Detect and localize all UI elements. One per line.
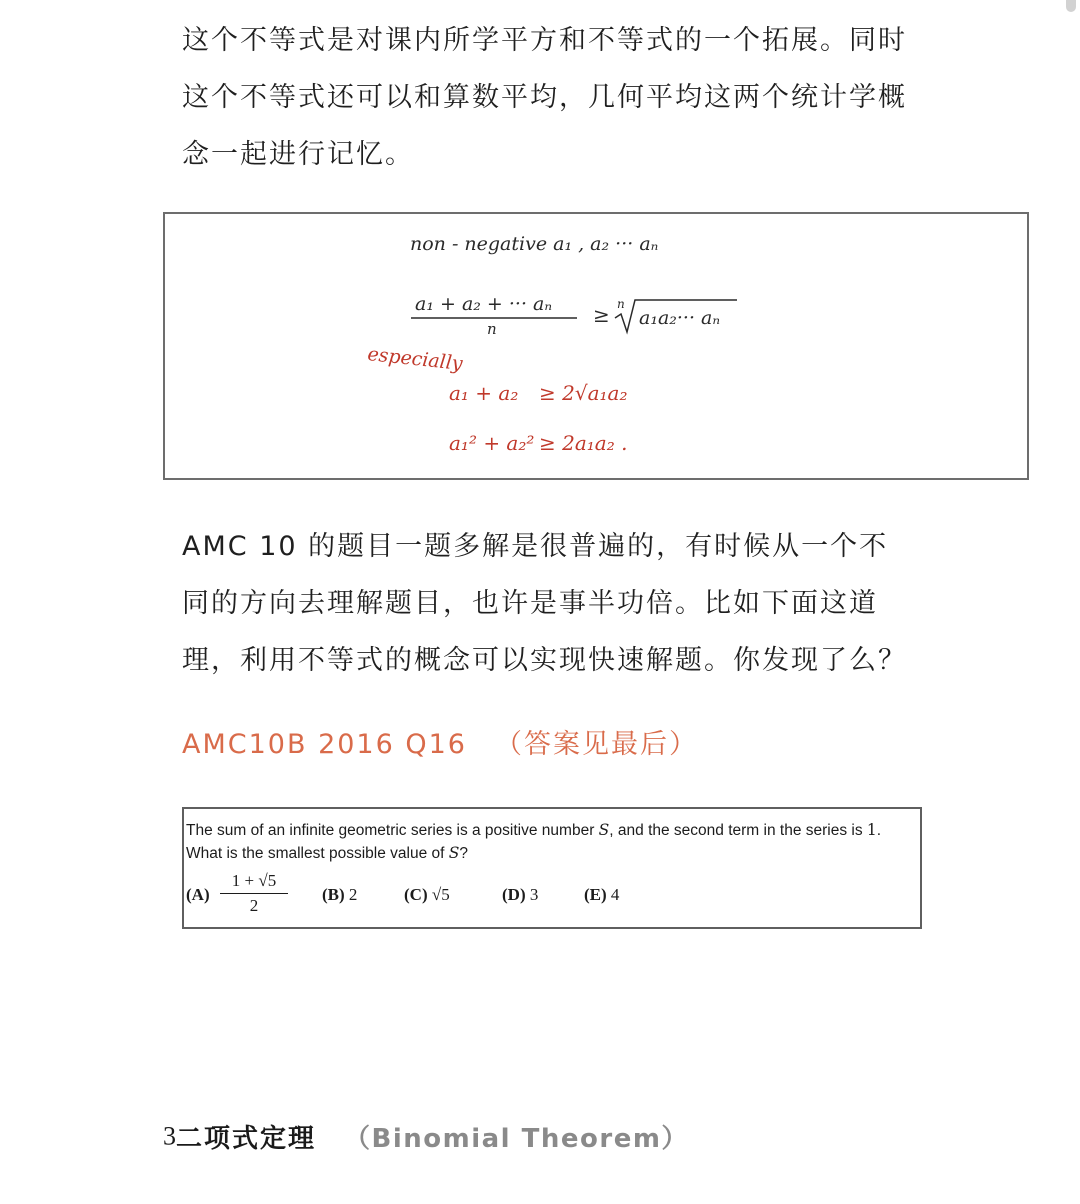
choice-a-fraction: $\frac{1 + √5}{2}$ bbox=[220, 871, 288, 916]
ineq2-left: a₁ + a₂ bbox=[449, 381, 519, 405]
choice-a-label: (A) bbox=[186, 885, 210, 904]
body-paragraph: AMC 10 的题目一题多解是很普遍的，有时候从一个不同的方向去理解题目，也许是事半功倍。比如下面这道理，利用不等式的概念可以实现快速解题。你发现了么？ bbox=[182, 531, 907, 676]
nonnegative-line: non - negative a₁ , a₂ ··· aₙ bbox=[410, 233, 659, 255]
section-number: 3 bbox=[163, 1121, 176, 1151]
problem-heading bbox=[182, 722, 698, 761]
choice-e: (E) 4 bbox=[584, 885, 620, 904]
ineq2-right: ≥ 2√a₁a₂ bbox=[539, 381, 628, 405]
handwritten-notes-svg bbox=[165, 214, 1027, 478]
problem-note: （答案见最后） bbox=[494, 729, 698, 760]
choice-c: (C) √5 bbox=[404, 885, 450, 904]
especially-label: especially bbox=[366, 343, 464, 375]
geq-symbol: ≥ bbox=[593, 303, 610, 327]
handwritten-inequality-figure bbox=[163, 212, 1029, 480]
problem-line-1: The sum of an infinite geometric series is a positive number S, and the second term in the series is 1. bbox=[186, 821, 882, 839]
problem-line-2: What is the smallest possible value of S? bbox=[186, 844, 469, 862]
ineq3-left: a₁² + a₂² bbox=[449, 431, 535, 455]
mean-denominator: n bbox=[487, 320, 497, 338]
section-heading bbox=[163, 1118, 689, 1155]
mean-numerator: a₁ + a₂ + ··· aₙ bbox=[415, 293, 553, 315]
choice-d: (D) 3 bbox=[502, 885, 539, 904]
intro-paragraph: 这个不等式是对课内所学平方和不等式的一个拓展。同时这个不等式还可以和算数平均，几何平均这两个统计学概念一起进行记忆。 bbox=[182, 25, 907, 170]
problem-statement bbox=[186, 819, 881, 865]
problem-box bbox=[182, 807, 922, 929]
section-title-en: （Binomial Theorem） bbox=[344, 1124, 689, 1154]
choice-b: (B) 2 bbox=[322, 885, 358, 904]
problem-code: AMC10B 2016 Q16 bbox=[182, 729, 467, 760]
root-index: n bbox=[617, 297, 625, 311]
ineq3-right: ≥ 2a₁a₂ . bbox=[539, 431, 628, 455]
radicand: a₁a₂··· aₙ bbox=[639, 307, 721, 329]
section-title-cn: 二项式定理 bbox=[176, 1124, 317, 1154]
scrollbar-thumb[interactable] bbox=[1066, 0, 1076, 12]
